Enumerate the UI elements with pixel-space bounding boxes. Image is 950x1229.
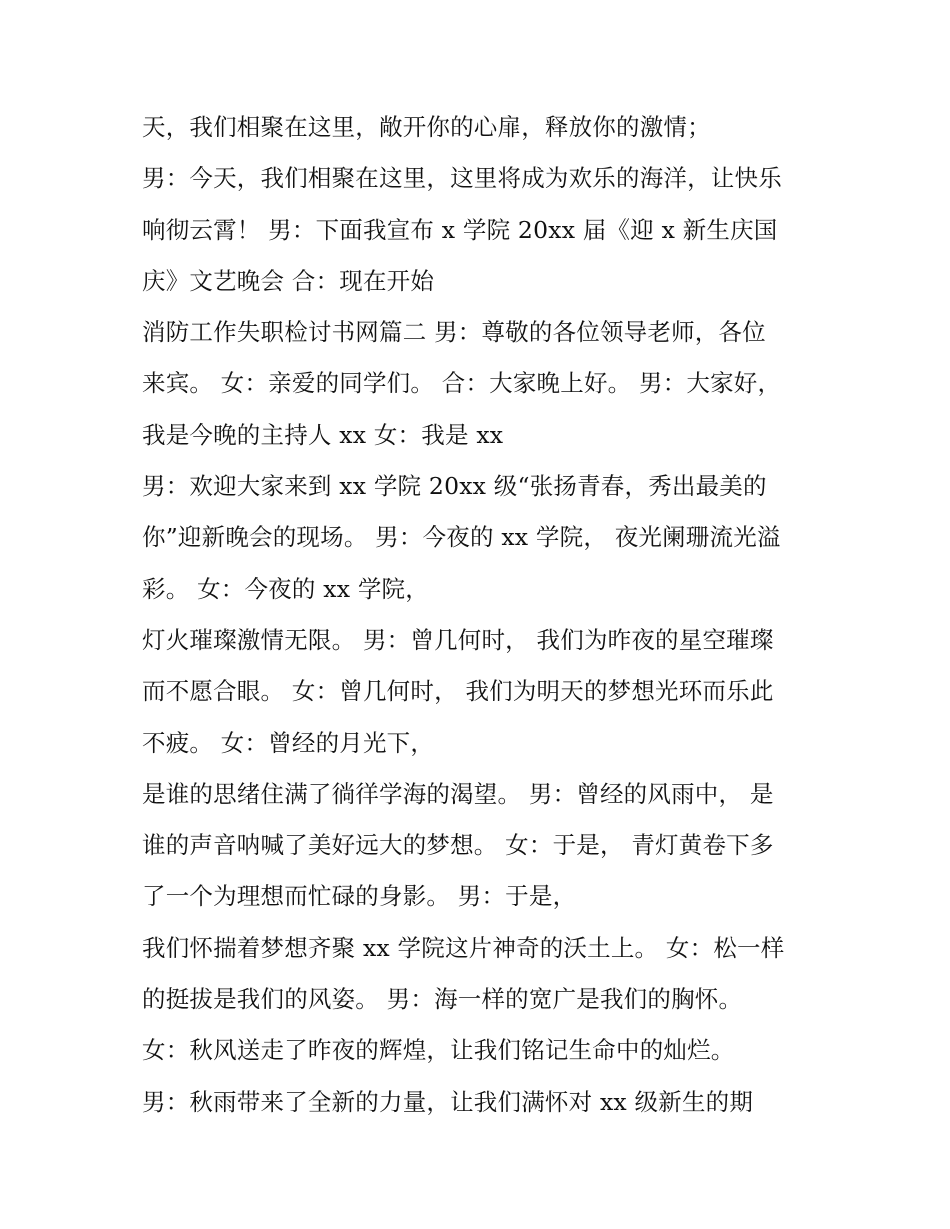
text-line: 谁的声音呐喊了美好远大的梦想。 女：于是， 青灯黄卷下多 [142, 831, 774, 860]
text-line: 消防工作失职检讨书网篇二 男：尊敬的各位领导老师，各位 [142, 318, 766, 347]
text-line: 女：秋风送走了昨夜的辉煌，让我们铭记生命中的灿烂。 [142, 1036, 735, 1065]
text-line: 是谁的思绪住满了徜徉学海的渴望。 男：曾经的风雨中， 是 [142, 779, 774, 808]
text-line: 男：今天，我们相聚在这里，这里将成为欢乐的海洋，让快乐 [142, 164, 782, 193]
text-line: 你”迎新晚会的现场。 男：今夜的 xx 学院， 夜光阑珊流光溢 [142, 523, 781, 552]
body-text [142, 102, 842, 1128]
text-line: 男：欢迎大家来到 xx 学院 20xx 级“张扬青春，秀出最美的 [142, 472, 767, 501]
text-line: 了一个为理想而忙碌的身影。 男：于是， [142, 882, 577, 911]
text-line: 我们怀揣着梦想齐聚 xx 学院这片神奇的沃土上。 女：松一样 [142, 933, 785, 962]
text-line: 天，我们相聚在这里，敞开你的心扉，释放你的激情； [142, 113, 711, 141]
text-line: 彩。 女：今夜的 xx 学院， [142, 574, 429, 603]
text-line: 的挺拔是我们的风姿。 男：海一样的宽广是我们的胸怀。 [142, 985, 743, 1014]
text-line: 庆》文艺晚会 合：现在开始 [142, 266, 435, 295]
text-line: 男：秋雨带来了全新的力量，让我们满怀对 xx 级新生的期 [142, 1087, 754, 1116]
text-line: 不疲。 女：曾经的月光下， [142, 728, 435, 757]
text-line: 灯火璀璨激情无限。 男：曾几何时， 我们为昨夜的星空璀璨 [142, 625, 774, 654]
text-line: 而不愿合眼。 女：曾几何时， 我们为明天的梦想光环而乐此 [142, 677, 774, 706]
text-line: 我是今晚的主持人 xx 女：我是 xx [142, 420, 504, 449]
text-line: 来宾。 女：亲爱的同学们。 合：大家晚上好。 男：大家好， [142, 369, 782, 398]
text-line: 响彻云霄！ 男：下面我宣布 x 学院 20xx 届《迎 x 新生庆国 [142, 215, 778, 244]
